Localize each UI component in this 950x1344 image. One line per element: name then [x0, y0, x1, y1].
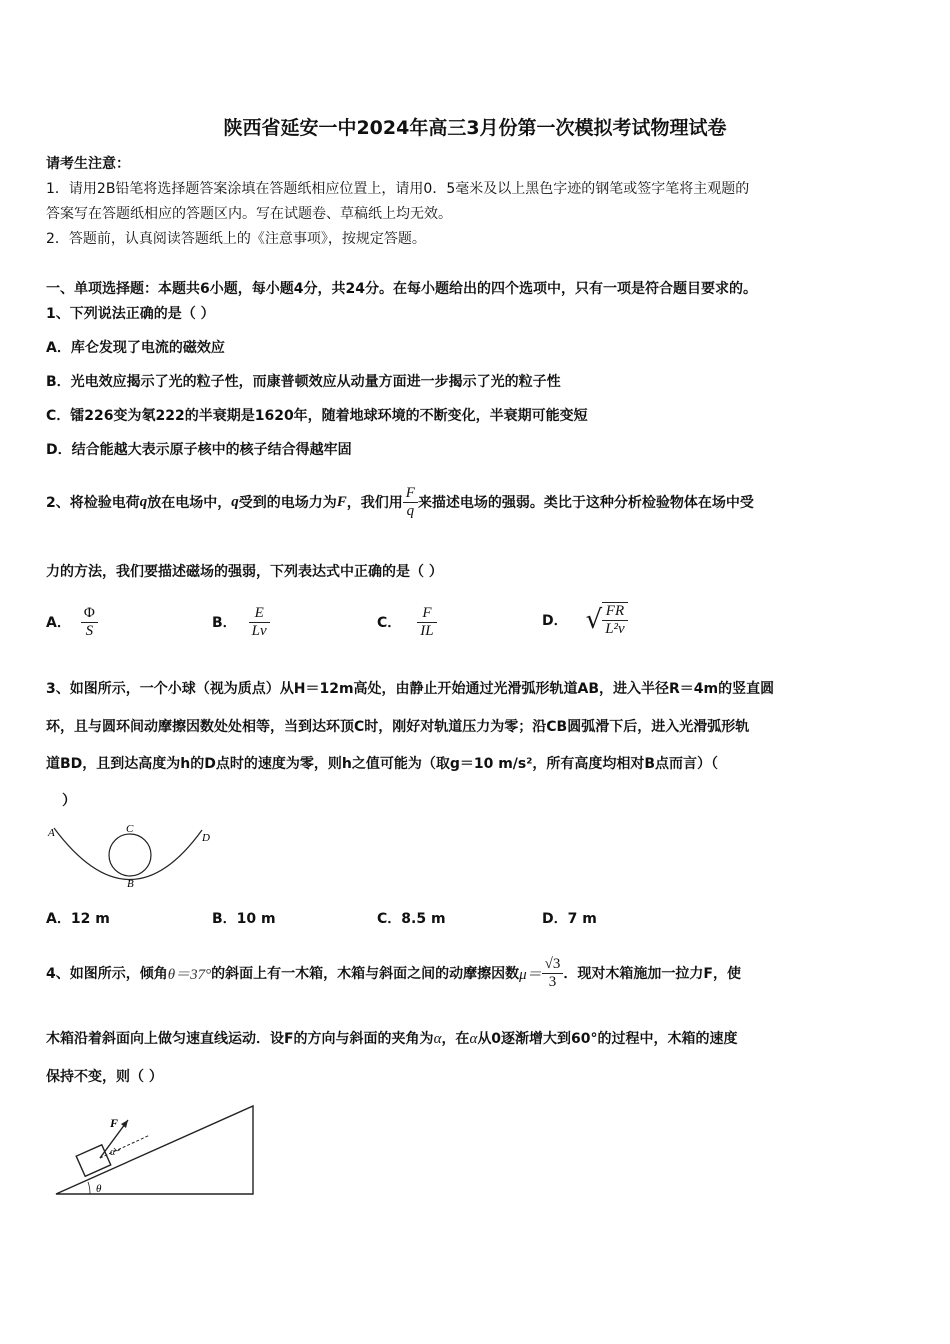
q2-fraction: $\frac{F}{q}$: [403, 485, 418, 520]
page-title: 陕西省延安一中2024年高三3月份第一次模拟考试物理试卷: [223, 117, 727, 139]
q2-stem-line2: 力的方法，我们要描述磁场的强弱，下列表达式中正确的是（ ）: [46, 564, 443, 580]
q3-line-3: 道BD，且到达高度为h的D点时的速度为零，则h之值可能为（取g＝10 m/s²，所有高度均相对B点而言）（: [46, 756, 719, 772]
q4-mu: μ＝: [519, 966, 542, 983]
sqrt-icon: √: [585, 605, 603, 635]
q1-option-a: A．库仑发现了电流的磁效应: [46, 340, 225, 356]
q2-option-b: B． $\frac{E}{Lv}$: [212, 600, 270, 644]
q2-option-a: A． $\frac{\Phi}{S}$: [46, 600, 98, 644]
q2-text-a: 2、将检验电荷: [46, 495, 140, 511]
q3-label-b: B: [127, 878, 134, 890]
q1-option-c: C．镭226变为氡222的半衰期是1620年，随着地球环境的不断变化，半衰期可能变短: [46, 408, 588, 424]
q4-incline-diagram: [50, 1100, 260, 1200]
q3-option-c: C．8.5 m: [377, 911, 446, 927]
q2-var-f: F: [336, 493, 347, 510]
notice-line-2: 2．答题前，认真阅读答题纸上的《注意事项》，按规定答题。: [46, 231, 426, 247]
q2-text-c: 受到的电场力为: [238, 495, 337, 511]
q4-mu-fraction: $\frac{√3}{3}$: [542, 956, 564, 991]
q3-track-diagram: [40, 818, 230, 894]
notice-heading: 请考生注意：: [46, 156, 130, 172]
q2-text-b: 放在电场中，: [147, 495, 232, 511]
q3-label-d: D: [202, 832, 210, 844]
q3-label-c: C: [126, 823, 134, 835]
q3-label-a: A: [48, 827, 55, 839]
q1-stem: 1、下列说法正确的是（ ）: [46, 306, 215, 322]
q1-option-b: B．光电效应揭示了光的粒子性，而康普顿效应从动量方面进一步揭示了光的粒子性: [46, 374, 561, 390]
q3-line-1: 3、如图所示，一个小球（视为质点）从H＝12m高处，由静止开始通过光滑弧形轨道AB，进入半径R＝4m的竖直圆: [46, 681, 775, 697]
q2-text-d: ，我们用: [346, 495, 403, 511]
q3-option-b: B．10 m: [212, 911, 276, 927]
q3-option-d: D．7 m: [542, 911, 597, 927]
q2-var-q2: q: [231, 493, 239, 510]
arrow-head-icon: [121, 1120, 128, 1128]
q2-stem: [46, 472, 754, 532]
q2-text-e: 来描述电场的强弱。类比于这种分析检验物体在场中受: [417, 495, 754, 511]
section-heading: 一、单项选择题：本题共6小题，每小题4分，共24分。在每小题给出的四个选项中，只有一项是符合题目要求的。: [46, 281, 757, 297]
q4-label-theta: θ: [96, 1183, 102, 1195]
q2-option-c: C． $\frac{F}{IL}$: [377, 600, 437, 644]
q4-dashed-line: [100, 1135, 150, 1158]
q3-arc-track: [54, 828, 202, 880]
q4-label-alpha: α: [110, 1147, 116, 1158]
q2-option-d: D． √ $\frac{FR}{\text{L²v}}$: [542, 596, 628, 644]
q4-line-1: 4、如图所示，倾角 θ＝37° 的斜面上有一木箱，木箱与斜面之间的动摩擦因数 μ＝ $\frac{√3}{3}$ ．现对木箱施加一拉力F，使: [46, 955, 741, 990]
q4-line-3: 保持不变，则（ ）: [46, 1069, 163, 1085]
q4-label-f: F: [110, 1116, 119, 1130]
q4-line-2: 木箱沿着斜面向上做匀速直线运动．设F的方向与斜面的夹角为α，在α从0逐渐增大到60°的过程中，木箱的速度: [46, 1031, 738, 1047]
q3-option-a: A．12 m: [46, 911, 110, 927]
notice-line-1a: 1．请用2B铅笔将选择题答案涂填在答题纸相应位置上，请用0．5毫米及以上黑色字迹的钢笔或签字笔将主观题的: [46, 181, 750, 197]
q3-line-2: 环，且与圆环间动摩擦因数处处相等，当到达环顶C时，刚好对轨道压力为零；沿CB圆弧滑下后，进入光滑弧形轨: [46, 719, 750, 735]
q4-incline: [56, 1106, 253, 1194]
q3-line-4: ）: [62, 793, 76, 809]
q4-theta-value: θ＝37°: [167, 966, 212, 983]
q3-loop-circle: [109, 834, 151, 876]
q1-option-d: D．结合能越大表示原子核中的核子结合得越牢固: [46, 442, 352, 458]
q2-var-q: q: [139, 493, 148, 510]
notice-line-1b: 答案写在答题纸相应的答题区内。写在试题卷、草稿纸上均无效。: [46, 206, 452, 222]
